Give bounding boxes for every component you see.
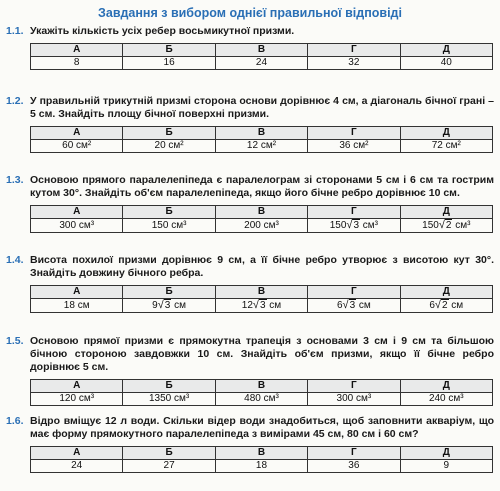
sqrt-icon: √ (342, 299, 349, 311)
answer-table (30, 285, 493, 313)
question-number: 1.5. (6, 335, 24, 347)
answer-option: 8 (31, 57, 123, 70)
answer-letters-row (31, 206, 493, 219)
answer-table (30, 379, 493, 406)
answer-letter: Г (308, 447, 400, 460)
answer-option: 300 см³ (31, 219, 123, 233)
answer-option: 300 см³ (308, 393, 400, 406)
answer-letter: А (31, 206, 123, 219)
answer-letter: Д (400, 44, 492, 57)
answer-letter: А (31, 127, 123, 140)
question (6, 25, 494, 38)
answer-letters-row (31, 127, 493, 140)
answer-letters-row (31, 380, 493, 393)
question (6, 174, 494, 200)
answer-option: 36 см² (308, 140, 400, 153)
answer-letter: Г (308, 380, 400, 393)
sqrt-icon: √ (252, 299, 259, 311)
answer-letter: В (215, 447, 307, 460)
question-text: Основою прямого паралелепіпеда є паралелограм зі сторонами 5 см і 6 см та гострим кутом 30°. Знайдіть об'єм паралелепіпеда, якщо його бічне ребро дорівнює 10 см. (30, 174, 494, 199)
radicand: 3 (353, 220, 360, 231)
answer-option: 480 см³ (215, 393, 307, 406)
answer-option: 24 (31, 460, 123, 473)
coefficient: 6 (429, 300, 435, 311)
answer-letter: В (215, 380, 307, 393)
answer-option: 20 см² (123, 140, 215, 153)
task-1-4 (6, 254, 494, 313)
answer-option: 24 (215, 57, 307, 70)
question-number: 1.4. (6, 254, 24, 266)
answer-letter: А (31, 447, 123, 460)
question (6, 335, 494, 374)
answer-letter: Д (400, 206, 492, 219)
answer-letter: Г (308, 44, 400, 57)
answer-option: 18 (215, 460, 307, 473)
unit: см³ (452, 220, 471, 231)
answer-letter: Б (123, 206, 215, 219)
unit: см (356, 300, 371, 311)
answer-option: 32 (308, 57, 400, 70)
answer-values-row (31, 460, 493, 473)
answer-letter: Д (400, 447, 492, 460)
answer-option (400, 219, 492, 233)
answer-option: 12 см² (215, 140, 307, 153)
answer-values-row (31, 393, 493, 406)
task-1-3 (6, 174, 494, 233)
answer-option: 200 см³ (215, 219, 307, 233)
answer-letter: Б (123, 447, 215, 460)
question-text: Висота похилої призми дорівнює 9 см, а її бічне ребро утворює з висотою кут 30°. Знайдіть довжину бічного ребра. (30, 254, 494, 279)
answer-option: 16 (123, 57, 215, 70)
answer-letter: Д (400, 127, 492, 140)
answer-letter: А (31, 286, 123, 299)
sqrt-icon: √ (346, 219, 353, 231)
answer-letter: Б (123, 127, 215, 140)
question-number: 1.6. (6, 415, 24, 427)
answer-option: 36 (308, 460, 400, 473)
question-number: 1.1. (6, 25, 24, 37)
answer-option (215, 299, 307, 313)
answer-letter: Д (400, 380, 492, 393)
answer-table (30, 43, 493, 70)
coefficient: 12 (241, 300, 253, 311)
answer-option (123, 299, 215, 313)
task-1-2 (6, 95, 494, 153)
answer-option: 240 см³ (400, 393, 492, 406)
radicand: 2 (445, 220, 452, 231)
answer-option: 9 (400, 460, 492, 473)
question-text: Укажіть кількість усіх ребер восьмикутної призми. (30, 25, 295, 37)
answer-letter: Б (123, 286, 215, 299)
answer-letter: В (215, 286, 307, 299)
answer-table (30, 205, 493, 233)
answer-letter: А (31, 44, 123, 57)
question-text: Основою прямої призми є прямокутна трапеція з основами 3 см і 9 см та більшою бічною стороною завдовжки 10 см. Знайдіть об'єм призми, якщо її бічне ребро дорівнює 5 см. (30, 335, 494, 373)
answer-option: 40 (400, 57, 492, 70)
answer-letters-row (31, 286, 493, 299)
coefficient: 9 (152, 300, 158, 311)
unit: см³ (360, 220, 378, 231)
sqrt-icon: √ (157, 299, 164, 311)
answer-table (30, 446, 493, 473)
answer-option: 1350 см³ (123, 393, 215, 406)
answer-option (308, 219, 400, 233)
answer-letter: В (215, 44, 307, 57)
radicand: 3 (259, 300, 266, 311)
question-number: 1.3. (6, 174, 24, 186)
question (6, 415, 494, 441)
coefficient: 6 (336, 300, 343, 311)
answer-values-row (31, 140, 493, 153)
unit: см (266, 300, 282, 311)
unit: см (171, 300, 186, 311)
sqrt-icon: √ (438, 219, 445, 231)
sqrt-icon: √ (434, 299, 441, 311)
answer-option: 27 (123, 460, 215, 473)
answer-option (308, 299, 400, 313)
answer-option: 150 см³ (123, 219, 215, 233)
answer-letter: В (215, 206, 307, 219)
answer-letter: В (215, 127, 307, 140)
answer-letter: А (31, 380, 123, 393)
question-number: 1.2. (6, 95, 24, 107)
answer-letters-row (31, 44, 493, 57)
answer-letter: Б (123, 380, 215, 393)
answer-letter: Г (308, 206, 400, 219)
question-text: Відро вміщує 12 л води. Скільки відер води знадобиться, щоб заповнити акваріум, що має форму прямокутного паралелепіпеда з вимірами 45 см, 80 см і 60 см? (30, 415, 494, 440)
radicand: 2 (441, 300, 448, 311)
answer-table (30, 126, 493, 153)
answer-option: 120 см³ (31, 393, 123, 406)
answer-values-row (31, 219, 493, 233)
question (6, 254, 494, 280)
answer-letters-row (31, 447, 493, 460)
answer-letter: Б (123, 44, 215, 57)
radicand: 3 (164, 300, 171, 311)
task-1-6 (6, 415, 494, 473)
answer-values-row (31, 57, 493, 70)
answer-option (400, 299, 492, 313)
question (6, 95, 494, 121)
answer-letter: Г (308, 127, 400, 140)
coefficient: 150 (422, 220, 439, 231)
answer-option: 72 см² (400, 140, 492, 153)
answer-letter: Г (308, 286, 400, 299)
task-1-5 (6, 335, 494, 406)
coefficient: 150 (329, 220, 347, 231)
answer-option: 18 см (31, 299, 123, 313)
answer-values-row (31, 299, 493, 313)
answer-letter: Д (400, 286, 492, 299)
section-heading: Завдання з вибором однієї правильної відповіді (98, 6, 402, 20)
answer-option: 60 см² (31, 140, 123, 153)
unit: см (448, 300, 464, 311)
radicand: 3 (349, 300, 356, 311)
question-text: У правильній трикутній призмі сторона основи дорівнює 4 см, а діагональ бічної грані – 5 см. Знайдіть площу бічної поверхні призми. (30, 95, 494, 120)
task-1-1 (6, 25, 494, 70)
